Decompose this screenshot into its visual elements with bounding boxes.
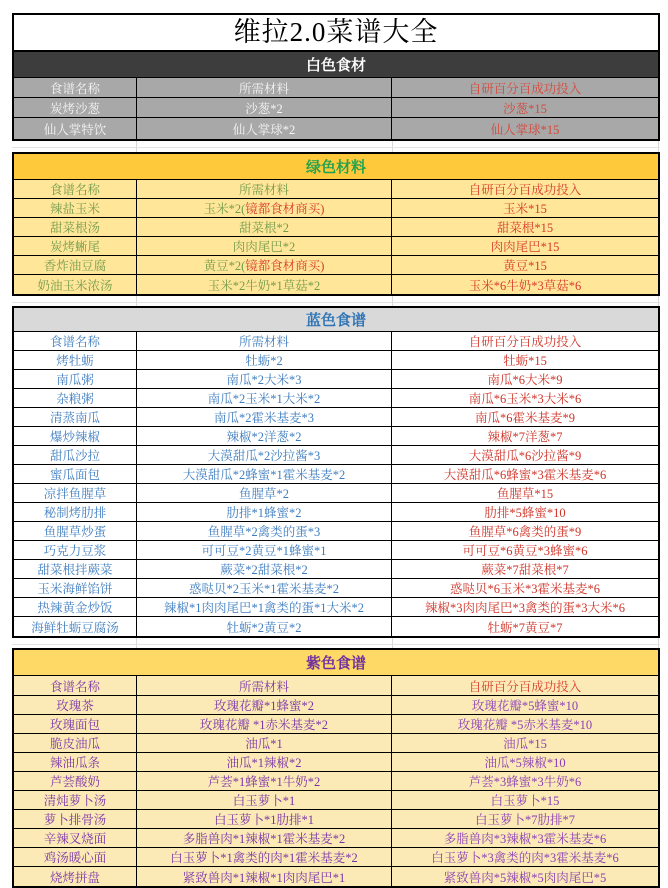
table-row xyxy=(14,389,658,408)
material-part: 紧致兽肉*1辣椒*1肉肉尾巴*1 xyxy=(182,870,346,885)
recipe-name-cell: 杂粮粥 xyxy=(14,389,137,408)
table-row xyxy=(14,560,658,579)
table-row xyxy=(14,98,658,118)
section-band-label: 紫色食谱 xyxy=(14,650,658,676)
materials-cell xyxy=(137,370,392,389)
invest-cell: 甜菜根*15 xyxy=(392,218,658,237)
table-row xyxy=(14,734,658,753)
material-part: 玉米*2牛奶*1草菇*2 xyxy=(207,278,321,293)
table-row xyxy=(14,579,658,598)
table-row xyxy=(14,465,658,484)
material-part: 多脂兽肉*1辣椒*1霍米基麦*2 xyxy=(182,832,346,846)
materials-cell xyxy=(137,256,392,275)
material-part: 镜都食材商买) xyxy=(245,259,325,273)
invest-cell: 南瓜*6玉米*3大米*6 xyxy=(392,389,658,408)
recipe-name-cell: 甜瓜沙拉 xyxy=(14,446,137,465)
table-row xyxy=(14,484,658,503)
invest-cell: 大漠甜瓜*6沙拉酱*9 xyxy=(392,446,658,465)
table-row xyxy=(14,791,658,810)
column-header-invest: 自研百分百成功投入 xyxy=(392,676,658,696)
materials-cell xyxy=(137,696,392,715)
invest-cell: 牡蛎*7黄豆*7 xyxy=(392,617,658,636)
recipe-name-cell: 玉米海鲜馅饼 xyxy=(14,579,137,598)
materials-cell xyxy=(137,867,392,886)
invest-cell: 南瓜*6大米*9 xyxy=(392,370,658,389)
recipe-name-cell: 甜菜根拌蕨菜 xyxy=(14,560,137,579)
materials-cell xyxy=(137,351,392,370)
materials-cell xyxy=(137,791,392,810)
section-band-label: 白色食材 xyxy=(14,52,658,78)
material-part: 镜都食材商买) xyxy=(245,202,325,216)
material-part: 蕨菜*2甜菜根*2 xyxy=(220,563,308,577)
recipe-section xyxy=(12,306,660,638)
materials-cell xyxy=(137,199,392,218)
section-rows xyxy=(14,696,658,886)
materials-cell xyxy=(137,579,392,598)
invest-cell: 可可豆*6黄豆*3蜂蜜*6 xyxy=(392,541,658,560)
recipe-name-cell: 秘制烤肋排 xyxy=(14,503,137,522)
invest-cell: 辣椒*3肉肉尾巴*3禽类的蛋*3大米*6 xyxy=(392,598,658,617)
invest-cell: 白玉萝卜*7肋排*7 xyxy=(392,810,658,829)
materials-cell xyxy=(137,484,392,503)
material-part: 甜菜根*2 xyxy=(238,221,289,235)
materials-cell xyxy=(137,541,392,560)
material-part: 芦荟*1蜂蜜*1牛奶*2 xyxy=(207,775,321,789)
table-row xyxy=(14,522,658,541)
invest-cell: 玫瑰花瓣*5蜂蜜*10 xyxy=(392,696,658,715)
invest-cell: 油瓜*5辣椒*10 xyxy=(392,753,658,772)
invest-cell: 惑哒贝*6玉米*3霍米基麦*6 xyxy=(392,579,658,598)
materials-cell xyxy=(137,408,392,427)
recipe-section xyxy=(12,152,660,296)
invest-cell: 白玉萝卜*3禽类的肉*3霍米基麦*6 xyxy=(392,848,658,867)
column-header-materials: 所需材料 xyxy=(137,332,392,351)
recipe-name-cell: 玫瑰面包 xyxy=(14,715,137,734)
materials-cell xyxy=(137,848,392,867)
material-part: 肉肉尾巴*2 xyxy=(232,240,296,254)
material-part: 可可豆*2黄豆*1蜂蜜*1 xyxy=(201,544,327,558)
column-header-invest: 自研百分百成功投入 xyxy=(392,78,658,98)
table-header-row xyxy=(14,332,658,351)
recipe-name-cell: 清蒸南瓜 xyxy=(14,408,137,427)
invest-cell: 肋排*5蜂蜜*10 xyxy=(392,503,658,522)
materials-cell xyxy=(137,465,392,484)
invest-cell: 辣椒*7洋葱*7 xyxy=(392,427,658,446)
recipe-name-cell: 萝卜排骨汤 xyxy=(14,810,137,829)
invest-cell: 鱼腥草*15 xyxy=(392,484,658,503)
recipe-name-cell: 巧克力豆浆 xyxy=(14,541,137,560)
column-header-materials: 所需材料 xyxy=(137,180,392,199)
table-row xyxy=(14,408,658,427)
invest-cell: 牡蛎*15 xyxy=(392,351,658,370)
page-title: 维拉2.0菜谱大全 xyxy=(233,17,439,47)
material-part: 南瓜*2玉米*1大米*2 xyxy=(207,392,321,406)
materials-cell xyxy=(137,617,392,636)
recipe-name-cell: 凉拌鱼腥草 xyxy=(14,484,137,503)
recipe-name-cell: 玫瑰茶 xyxy=(14,696,137,715)
recipe-name-cell: 鱼腥草炒蛋 xyxy=(14,522,137,541)
table-row xyxy=(14,503,658,522)
section-band-label: 绿色材料 xyxy=(14,154,658,180)
material-part: 玫瑰花瓣*1蜂蜜*2 xyxy=(213,699,314,713)
material-part: 鱼腥草*2禽类的蛋*3 xyxy=(207,525,321,539)
section-rows xyxy=(14,199,658,294)
materials-cell xyxy=(137,446,392,465)
table-row xyxy=(14,218,658,237)
invest-cell: 鱼腥草*6禽类的蛋*9 xyxy=(392,522,658,541)
recipe-name-cell: 甜菜根汤 xyxy=(14,218,137,237)
material-part: 油瓜*1 xyxy=(245,737,283,751)
table-row xyxy=(14,370,658,389)
material-part: 玉米*2( xyxy=(203,202,246,216)
section-rows xyxy=(14,98,658,139)
invest-cell: 肉肉尾巴*15 xyxy=(392,237,658,256)
recipe-name-cell: 辛辣叉烧面 xyxy=(14,829,137,848)
materials-cell xyxy=(137,829,392,848)
material-part: 白玉萝卜*1肋排*1 xyxy=(213,813,314,827)
table-row xyxy=(14,541,658,560)
recipe-name-cell: 海鲜牡蛎豆腐汤 xyxy=(14,617,137,636)
table-row xyxy=(14,118,658,139)
table-row xyxy=(14,199,658,218)
recipe-name-cell: 鸡汤暖心面 xyxy=(14,848,137,867)
material-part: 沙葱*2 xyxy=(245,101,283,116)
materials-cell xyxy=(137,772,392,791)
material-part: 牡蛎*2黄豆*2 xyxy=(226,620,302,635)
section-gap xyxy=(12,296,660,306)
table-row xyxy=(14,753,658,772)
materials-cell xyxy=(137,237,392,256)
recipe-name-cell: 芦荟酸奶 xyxy=(14,772,137,791)
invest-cell: 蕨菜*7甜菜根*7 xyxy=(392,560,658,579)
recipe-table xyxy=(12,13,660,888)
table-row xyxy=(14,598,658,617)
recipe-name-cell: 蜜瓜面包 xyxy=(14,465,137,484)
materials-cell xyxy=(137,218,392,237)
column-header-materials: 所需材料 xyxy=(137,78,392,98)
invest-cell: 白玉萝卜*15 xyxy=(392,791,658,810)
invest-cell: 紧致兽肉*5辣椒*5肉肉尾巴*5 xyxy=(392,867,658,886)
material-part: 白玉萝卜*1禽类的肉*1霍米基麦*2 xyxy=(170,851,358,865)
recipe-section xyxy=(12,648,660,888)
invest-cell: 仙人掌球*15 xyxy=(392,118,658,139)
invest-cell: 黄豆*15 xyxy=(392,256,658,275)
table-row xyxy=(14,427,658,446)
table-row xyxy=(14,275,658,294)
materials-cell xyxy=(137,275,392,294)
materials-cell xyxy=(137,389,392,408)
invest-cell: 南瓜*6霍米基麦*9 xyxy=(392,408,658,427)
material-part: 南瓜*2霍米基麦*3 xyxy=(213,411,314,425)
materials-cell xyxy=(137,98,392,118)
recipe-name-cell: 奶油玉米浓汤 xyxy=(14,275,137,294)
materials-cell xyxy=(137,503,392,522)
table-row xyxy=(14,867,658,886)
section-gap xyxy=(12,141,660,152)
recipe-name-cell: 热辣黄金炒饭 xyxy=(14,598,137,617)
material-part: 玫瑰花瓣 *1赤米基麦*2 xyxy=(199,718,329,732)
recipe-name-cell: 炭烤沙葱 xyxy=(14,98,137,118)
recipe-name-cell: 清炖萝卜汤 xyxy=(14,791,137,810)
table-row xyxy=(14,848,658,867)
column-header-recipe-name: 食谱名称 xyxy=(14,676,137,696)
materials-cell xyxy=(137,734,392,753)
table-row xyxy=(14,696,658,715)
material-part: 油瓜*1辣椒*2 xyxy=(226,756,302,770)
table-row xyxy=(14,256,658,275)
table-row xyxy=(14,237,658,256)
recipe-name-cell: 仙人掌特饮 xyxy=(14,118,137,139)
recipe-name-cell: 南瓜粥 xyxy=(14,370,137,389)
materials-cell xyxy=(137,427,392,446)
invest-cell: 玉米*15 xyxy=(392,199,658,218)
recipe-name-cell: 辣油瓜条 xyxy=(14,753,137,772)
material-part: 惑哒贝*2玉米*1霍米基麦*2 xyxy=(188,582,339,596)
recipe-name-cell: 脆皮油瓜 xyxy=(14,734,137,753)
column-header-invest: 自研百分百成功投入 xyxy=(392,332,658,351)
table-row xyxy=(14,810,658,829)
section-gap xyxy=(12,638,660,648)
column-header-recipe-name: 食谱名称 xyxy=(14,78,137,98)
invest-cell: 玉米*6牛奶*3草菇*6 xyxy=(392,275,658,294)
invest-cell: 油瓜*15 xyxy=(392,734,658,753)
material-part: 辣椒*1肉肉尾巴*1禽类的蛋*1大米*2 xyxy=(163,601,364,615)
material-part: 鱼腥草*2 xyxy=(238,487,289,501)
sections-container xyxy=(12,50,660,888)
page-title-row xyxy=(12,13,660,50)
column-header-invest: 自研百分百成功投入 xyxy=(392,180,658,199)
table-row xyxy=(14,617,658,636)
recipe-name-cell: 烧烤拼盘 xyxy=(14,867,137,886)
materials-cell xyxy=(137,560,392,579)
materials-cell xyxy=(137,715,392,734)
section-band-label: 蓝色食谱 xyxy=(14,308,658,332)
column-header-materials: 所需材料 xyxy=(137,676,392,696)
materials-cell xyxy=(137,522,392,541)
table-row xyxy=(14,772,658,791)
invest-cell: 玫瑰花瓣 *5赤米基麦*10 xyxy=(392,715,658,734)
material-part: 肋排*1蜂蜜*2 xyxy=(226,506,302,520)
material-part: 牡蛎*2 xyxy=(245,354,283,368)
material-part: 白玉萝卜*1 xyxy=(232,794,296,808)
material-part: 南瓜*2大米*3 xyxy=(226,373,302,387)
table-header-row xyxy=(14,180,658,199)
table-row xyxy=(14,351,658,370)
recipe-name-cell: 香炸油豆腐 xyxy=(14,256,137,275)
materials-cell xyxy=(137,810,392,829)
materials-cell xyxy=(137,598,392,617)
recipe-name-cell: 炭烤蜥尾 xyxy=(14,237,137,256)
invest-cell: 沙葱*15 xyxy=(392,98,658,118)
table-header-row xyxy=(14,676,658,696)
table-row xyxy=(14,715,658,734)
material-part: 黄豆*2( xyxy=(203,259,246,273)
column-header-recipe-name: 食谱名称 xyxy=(14,332,137,351)
recipe-name-cell: 爆炒辣椒 xyxy=(14,427,137,446)
column-header-recipe-name: 食谱名称 xyxy=(14,180,137,199)
materials-cell xyxy=(137,753,392,772)
material-part: 辣椒*2洋葱*2 xyxy=(226,430,302,444)
material-part: 大漠甜瓜*2蜂蜜*1霍米基麦*2 xyxy=(182,468,346,482)
materials-cell xyxy=(137,118,392,139)
table-row xyxy=(14,829,658,848)
invest-cell: 大漠甜瓜*6蜂蜜*3霍米基麦*6 xyxy=(392,465,658,484)
recipe-name-cell: 烤牡蛎 xyxy=(14,351,137,370)
recipe-name-cell: 辣盐玉米 xyxy=(14,199,137,218)
table-row xyxy=(14,446,658,465)
invest-cell: 芦荟*3蜂蜜*3牛奶*6 xyxy=(392,772,658,791)
invest-cell: 多脂兽肉*3辣椒*3霍米基麦*6 xyxy=(392,829,658,848)
material-part: 大漠甜瓜*2沙拉酱*3 xyxy=(207,449,321,463)
recipe-section xyxy=(12,50,660,141)
table-header-row xyxy=(14,78,658,98)
section-rows xyxy=(14,351,658,636)
material-part: 仙人掌球*2 xyxy=(232,122,296,137)
